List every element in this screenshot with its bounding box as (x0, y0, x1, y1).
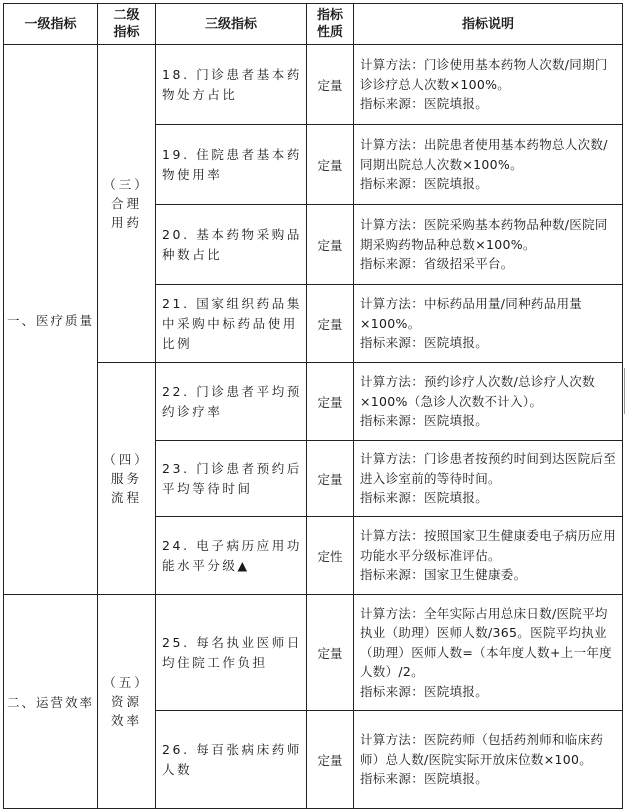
calc-method: 计算方法：门诊使用基本药物人次数/同期门诊诊疗总人次数×100%。 (360, 57, 608, 92)
description-cell (354, 711, 623, 809)
table-row (4, 45, 623, 125)
source: 指标来源：医院填报。 (360, 771, 489, 787)
level3-cell: 26. 每百张病床药师人数 (156, 711, 307, 809)
level3-cell: 21. 国家组织药品集中采购中标药品使用比例 (156, 285, 307, 363)
level3-cell: 25. 每名执业医师日均住院工作负担 (156, 595, 307, 711)
nature-cell: 定量 (307, 595, 354, 711)
calc-method: 计算方法：中标药品用量/同种药品用量×100%。 (360, 296, 583, 331)
nature-cell: 定量 (307, 711, 354, 809)
header-row (4, 4, 623, 45)
calc-method: 计算方法：医院药师（包括药剂师和临床药师）总人数/医院实际开放床位数×100。 (360, 732, 604, 767)
header-description: 指标说明 (354, 4, 623, 45)
source: 指标来源：医院填报。 (360, 413, 489, 429)
level3-cell: 22. 门诊患者平均预约诊疗率 (156, 363, 307, 441)
level2-cell: （四） 服务 流程 (98, 363, 156, 595)
nature-cell: 定性 (307, 517, 354, 595)
nature-cell: 定量 (307, 205, 354, 285)
level2-cell: （三） 合理 用药 (98, 45, 156, 363)
nature-cell: 定量 (307, 125, 354, 205)
description-cell (354, 441, 623, 517)
description-cell (354, 517, 623, 595)
header-level2: 二级 指标 (98, 4, 156, 45)
calc-method: 计算方法：按照国家卫生健康委电子病历应用功能水平分级标准评估。 (360, 528, 617, 563)
description-cell (354, 595, 623, 711)
source: 指标来源：医院填报。 (360, 490, 489, 506)
description-cell (354, 125, 623, 205)
header-nature: 指标 性质 (307, 4, 354, 45)
source: 指标来源：医院填报。 (360, 683, 489, 699)
level1-cell: 二、运营效率 (4, 595, 98, 809)
table-row (4, 595, 623, 711)
header-level3: 三级指标 (156, 4, 307, 45)
calc-method: 计算方法：预约诊疗人次数/总诊疗人次数×100%（急诊人次数不计入）。 (360, 374, 595, 409)
source: 指标来源：医院填报。 (360, 335, 489, 351)
indicator-table (3, 3, 623, 809)
calc-method: 计算方法：医院采购基本药物品种数/医院同期采购药物品种总数×100%。 (360, 217, 608, 252)
scrollbar-edge-mark (624, 368, 625, 414)
level3-cell: 23. 门诊患者预约后平均等待时间 (156, 441, 307, 517)
nature-cell: 定量 (307, 285, 354, 363)
description-cell (354, 205, 623, 285)
nature-cell: 定量 (307, 363, 354, 441)
calc-method: 计算方法：出院患者使用基本药物总人次数/同期出院总人次数×100%。 (360, 137, 608, 172)
description-cell (354, 363, 623, 441)
source: 指标来源：省级招采平台。 (360, 256, 514, 272)
calc-method: 计算方法：门诊患者按预约时间到达医院后至进入诊室前的等待时间。 (360, 451, 617, 486)
description-cell (354, 45, 623, 125)
nature-cell: 定量 (307, 441, 354, 517)
header-level1: 一级指标 (4, 4, 98, 45)
source: 指标来源：国家卫生健康委。 (360, 567, 527, 583)
description-cell (354, 285, 623, 363)
level2-cell: （五） 资源 效率 (98, 595, 156, 809)
source: 指标来源：医院填报。 (360, 96, 489, 112)
calc-method: 计算方法：全年实际占用总床日数/医院平均执业（助理）医师人数/365。医院平均执业（助理）医师人数=（本年度人数+上一年度人数）/2。 (360, 605, 612, 680)
level1-cell: 一、医疗质量 (4, 45, 98, 595)
level3-cell: 19. 住院患者基本药物使用率 (156, 125, 307, 205)
nature-cell: 定量 (307, 45, 354, 125)
level3-cell: 18. 门诊患者基本药物处方占比 (156, 45, 307, 125)
source: 指标来源：医院填报。 (360, 176, 489, 192)
level3-cell: 24. 电子病历应用功能水平分级▲ (156, 517, 307, 595)
level3-cell: 20. 基本药物采购品种数占比 (156, 205, 307, 285)
